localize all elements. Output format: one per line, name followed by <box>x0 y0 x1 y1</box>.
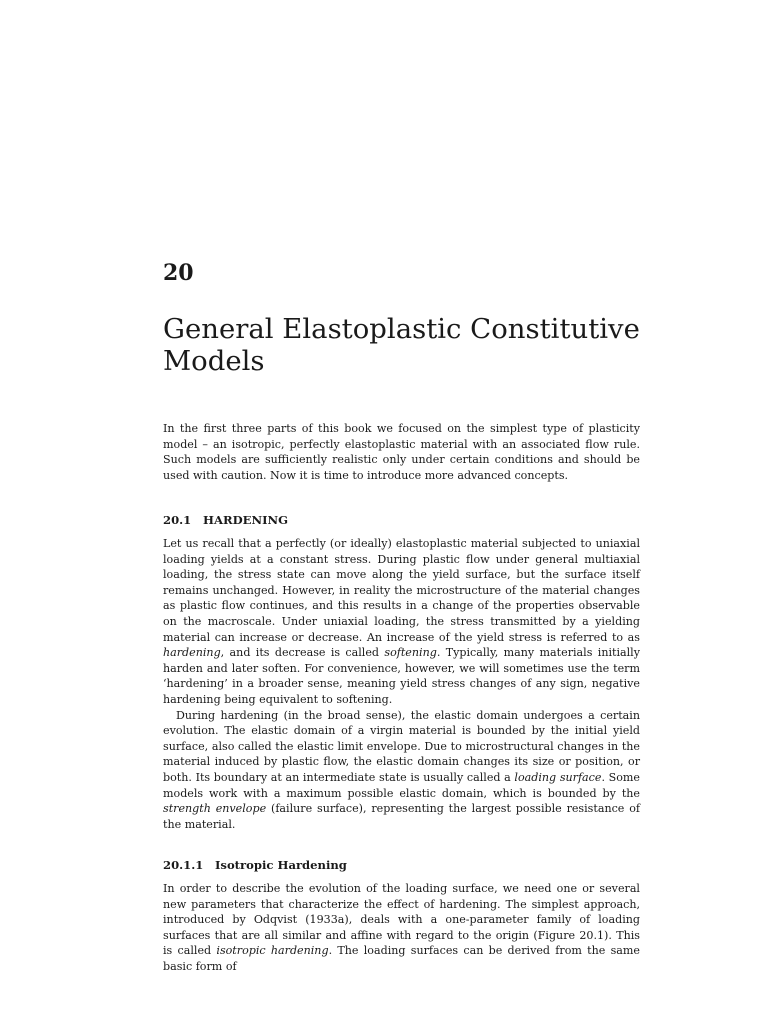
section-paragraph-1 <box>163 536 640 708</box>
text-run: (failure surface), representing the largest possible resistance of the material. <box>163 802 640 831</box>
term-hardening: hardening <box>163 646 221 660</box>
chapter-number: 20 <box>163 260 194 286</box>
term-loading-surface: loading surface <box>514 770 602 784</box>
subsection-title: Isotropic Hardening <box>215 858 347 872</box>
section-heading <box>163 512 288 528</box>
section-title: HARDENING <box>203 513 288 527</box>
term-strength-envelope: strength envelope <box>163 802 267 816</box>
section-body <box>163 536 640 832</box>
subsection-paragraph-1 <box>163 881 640 975</box>
text-run: In order to describe the evolution of the loading surface, we need one or several new parameters that characterize the effect of hardening. The simplest approach, introduced by Odqvist (1933a), deals with a one-parameter family of loading surfaces that are all similar and affine with regard to the origin (Figure 20.1). This is called <box>163 882 640 958</box>
subsection-number: 20.1.1 <box>163 858 204 872</box>
subsection-heading <box>163 857 347 873</box>
section-number: 20.1 <box>163 513 192 527</box>
text-run: . The loading surfaces can be derived from the same basic form of <box>163 944 641 973</box>
text-run: . Some models work with a maximum possible elastic domain, which is bounded by the <box>163 770 640 800</box>
term-isotropic-hardening: isotropic hardening <box>216 944 329 958</box>
text-run: , and its decrease is called <box>220 646 385 660</box>
intro-paragraph <box>163 421 640 483</box>
intro-text: In the first three parts of this book we focused on the simplest type of plasticity model – an isotropic, perfectly elastoplastic material with an associated flow rule. Such models are sufficiently realistic only under certain conditions and should be used with caution. Now it is time to introduce more advanced concepts. <box>163 422 640 482</box>
text-run: Let us recall that a perfectly (or ideally) elastoplastic material subjected to uniaxial loading yields at a constant stress. During plastic flow under general multiaxial loading, the stress state can move along the yield surface, but the surface itself remains unchanged. However, in reality the microstructure of the material changes as plastic flow continues, and this results in a change of the properties observable on the macroscale. Under uniaxial loading, the stress transmitted by a yielding material can increase or decrease. An increase of the yield stress is referred to as <box>163 537 640 644</box>
text-run: During hardening (in the broad sense), the elastic domain undergoes a certain evolution. The elastic domain of a virgin material is bounded by the initial yield surface, also called the elastic limit envelope. Due to microstructural changes in the material induced by plastic flow, the elastic domain changes its size or position, or both. Its boundary at an intermediate state is usually called a <box>163 708 640 784</box>
subsection-body <box>163 881 640 975</box>
text-run: . Typically, many materials initially harden and later soften. For convenience, however, we will sometimes use the term ‘hardening’ in a broader sense, meaning yield stress changes of any sign, negative hardening being equivalent to softening. <box>163 646 640 706</box>
section-paragraph-2 <box>163 708 640 833</box>
chapter-title: General Elastoplastic Constitutive Models <box>163 313 640 377</box>
term-softening: softening <box>384 646 437 660</box>
